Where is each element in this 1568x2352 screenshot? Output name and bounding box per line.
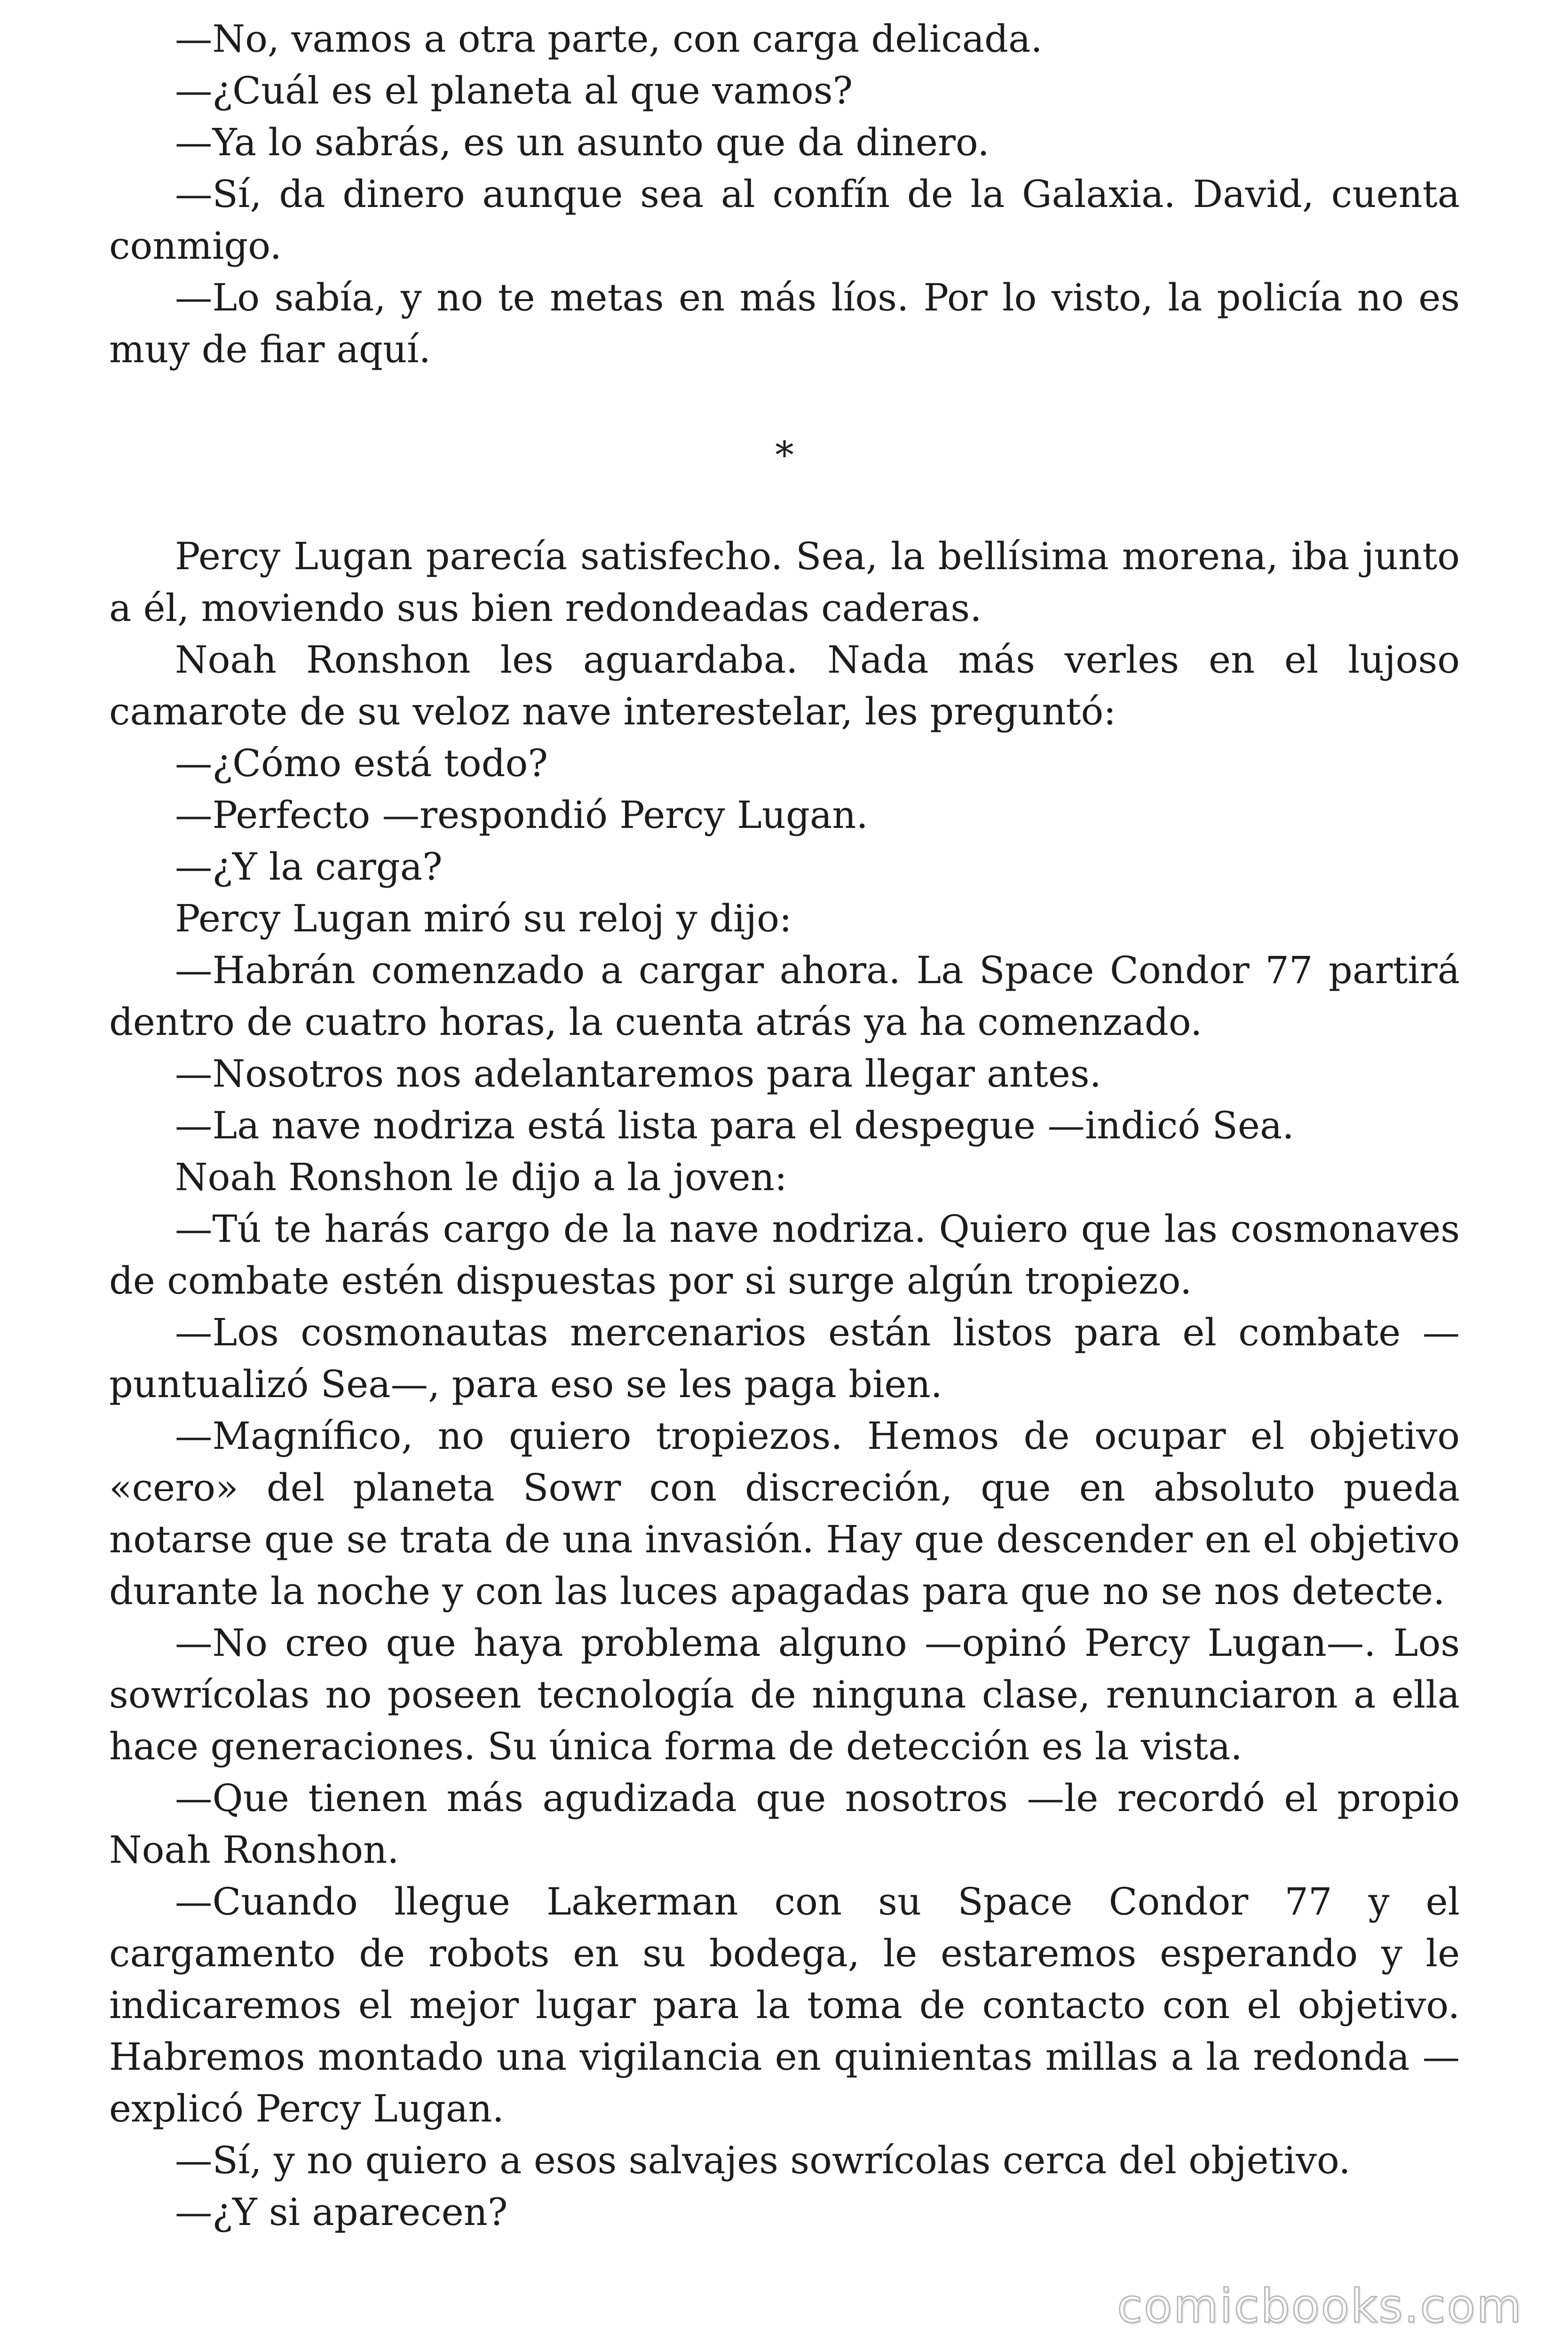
paragraph: —La nave nodriza está lista para el despegue —indicó Sea. bbox=[175, 1104, 1294, 1147]
paragraph: —¿Cuál es el planeta al que vamos? bbox=[175, 69, 853, 112]
paragraph: —Sí, y no quiero a esos salvajes sowrícolas cerca del objetivo. bbox=[175, 2138, 1351, 2182]
paragraph: Percy Lugan parecía satisfecho. Sea, la bellísima morena, iba junto a él, moviendo sus bien redondeadas caderas. bbox=[109, 534, 1460, 630]
paragraph: —Magnífico, no quiero tropiezos. Hemos de ocupar el objetivo «cero» del planeta Sowr con discreción, que en absoluto pueda notarse que se trata de una invasión. Hay que descender en el objetivo durante la noche y con las luces apagadas para que no se nos detecte. bbox=[109, 1414, 1460, 1613]
paragraph: —No, vamos a otra parte, con carga delicada. bbox=[175, 17, 1043, 61]
paragraph: Percy Lugan miró su reloj y dijo: bbox=[175, 897, 792, 940]
paragraph: —Ya lo sabrás, es un asunto que da dinero. bbox=[175, 120, 990, 164]
paragraph: —Sí, da dinero aunque sea al confín de la Galaxia. David, cuenta conmigo. bbox=[109, 172, 1460, 268]
paragraph: —Perfecto —respondió Percy Lugan. bbox=[175, 793, 868, 837]
paragraph: —No creo que haya problema alguno —opinó Percy Lugan—. Los sowrícolas no poseen tecnología de ninguna clase, renunciaron a ella hace generaciones. Su única forma de detección es la vista. bbox=[109, 1621, 1460, 1768]
paragraph: —¿Y si aparecen? bbox=[175, 2190, 508, 2234]
paragraph: —Que tienen más agudizada que nosotros —le recordó el propio Noah Ronshon. bbox=[109, 1776, 1460, 1872]
paragraph: —¿Y la carga? bbox=[175, 845, 443, 889]
paragraph: Noah Ronshon le dijo a la joven: bbox=[175, 1155, 787, 1199]
watermark-logo: comicbooks.com bbox=[1117, 2280, 1523, 2333]
paragraph: —Lo sabía, y no te metas en más líos. Por lo visto, la policía no es muy de fiar aquí. bbox=[109, 276, 1460, 371]
scene-separator: * bbox=[775, 433, 794, 477]
paragraph: —Habrán comenzado a cargar ahora. La Space Condor 77 partirá dentro de cuatro horas, la cuenta atrás ya ha comenzado. bbox=[109, 948, 1460, 1044]
paragraph: —¿Cómo está todo? bbox=[175, 741, 548, 785]
text-block-after bbox=[109, 531, 1460, 2238]
book-page bbox=[109, 13, 1460, 2238]
paragraph: —Los cosmonautas mercenarios están listos para el combate —puntualizó Sea—, para eso se les paga bien. bbox=[109, 1311, 1460, 1406]
paragraph: —Cuando llegue Lakerman con su Space Condor 77 y el cargamento de robots en su bodega, le estaremos esperando y le indicaremos el mejor lugar para la toma de contacto con el objetivo. Habremos montado una vigilancia en quinientas millas a la redonda —explicó Percy Lugan. bbox=[109, 1880, 1460, 2130]
paragraph: —Tú te harás cargo de la nave nodriza. Quiero que las cosmonaves de combate estén dispuestas por si surge algún tropiezo. bbox=[109, 1207, 1460, 1303]
paragraph: Noah Ronshon les aguardaba. Nada más verles en el lujoso camarote de su veloz nave interestelar, les preguntó: bbox=[109, 638, 1460, 733]
paragraph: —Nosotros nos adelantaremos para llegar antes. bbox=[175, 1052, 1101, 1096]
text-block-before bbox=[109, 13, 1460, 375]
